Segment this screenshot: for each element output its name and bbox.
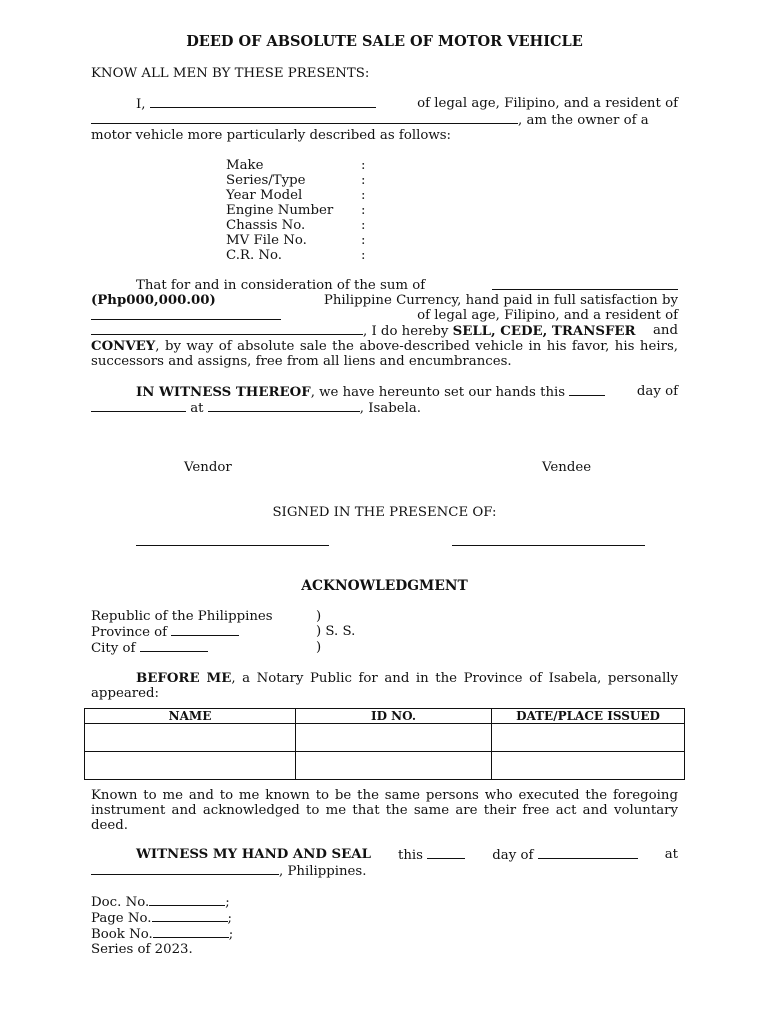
vehicle-field-label: Chassis No.	[226, 218, 306, 233]
vendor-address-blank	[91, 112, 518, 124]
id-column-header: ID NO.	[296, 709, 492, 724]
vehicle-field-label: Make	[226, 158, 264, 173]
venue-label: City of	[91, 641, 136, 656]
vehicle-field-label: C.R. No.	[226, 248, 283, 263]
document-title: DEED OF ABSOLUTE SALE OF MOTOR VEHICLE	[186, 33, 583, 50]
register-line: Doc. No. ;	[91, 895, 230, 910]
venue-label: Province of	[91, 625, 168, 640]
venue-block	[91, 609, 678, 656]
signatory-labels	[91, 460, 678, 475]
vehicle-field-colon: :	[361, 248, 366, 263]
vendee-address-blank	[91, 323, 363, 335]
venue-bracket: )	[316, 640, 322, 655]
vehicle-field-colon: :	[361, 173, 366, 188]
table-row	[85, 752, 685, 780]
witness-line-1	[136, 534, 329, 546]
owner-paragraph: I, of legal age, Filipino, and a resident of , am the owner of a motor vehicle more particularly described as follows:	[91, 96, 678, 143]
venue-blank	[171, 624, 239, 636]
vehicle-field-row	[226, 218, 678, 233]
seal-place-blank	[91, 863, 279, 875]
venue-bracket: ) S. S.	[316, 624, 356, 639]
register-blank	[153, 926, 229, 938]
amount-text: (Php000,000.00)	[91, 293, 216, 308]
witness-line-2	[452, 534, 645, 546]
vehicle-field-colon: :	[361, 188, 366, 203]
register-label: Doc. No.	[91, 895, 150, 910]
register-line: Page No. ;	[91, 911, 233, 926]
acknowledgment-title: ACKNOWLEDGMENT	[301, 578, 468, 594]
vehicle-field-label: Series/Type	[226, 173, 306, 188]
sum-blank	[492, 278, 678, 290]
seal-day-blank	[427, 847, 465, 859]
presence-heading: SIGNED IN THE PRESENCE OF:	[272, 505, 497, 520]
witness-signature-lines	[91, 534, 678, 549]
vehicle-field-colon: :	[361, 218, 366, 233]
vehicle-field-label: Year Model	[226, 188, 303, 203]
month-blank	[91, 400, 186, 412]
vendor-label: Vendor	[184, 460, 232, 475]
notarial-register	[91, 894, 678, 957]
vehicle-field-colon: :	[361, 203, 366, 218]
deed-document	[91, 30, 678, 957]
venue-row	[91, 624, 678, 640]
vendor-name-blank	[150, 96, 376, 108]
vehicle-field-row	[226, 173, 678, 188]
date-place-column-header: DATE/PLACE ISSUED	[492, 709, 685, 724]
vehicle-field-row	[226, 158, 678, 173]
venue-blank	[140, 640, 208, 652]
persons-table	[84, 708, 685, 780]
register-label: Book No.	[91, 927, 153, 942]
vendee-name-blank	[91, 308, 281, 320]
vehicle-field-row	[226, 188, 678, 203]
witness-hand-paragraph: WITNESS MY HAND AND SEAL this day of at , Philippines.	[91, 847, 678, 879]
register-blank	[152, 910, 228, 922]
vendee-label: Vendee	[542, 460, 592, 475]
day-blank	[569, 384, 605, 396]
vehicle-field-row	[226, 203, 678, 218]
venue-label: Republic of the Philippines	[91, 609, 273, 624]
register-label: Page No.	[91, 911, 152, 926]
vehicle-field-colon: :	[361, 233, 366, 248]
before-me-paragraph: BEFORE ME, a Notary Public for and in the Province of Isabela, personally appeared:	[91, 671, 678, 701]
vehicle-field-colon: :	[361, 158, 366, 173]
table-row	[85, 724, 685, 752]
vehicle-field-label: Engine Number	[226, 203, 334, 218]
place-blank	[208, 400, 360, 412]
vehicle-details	[226, 158, 678, 263]
name-column-header: NAME	[85, 709, 296, 724]
series-line: Series of 2023.	[91, 942, 193, 957]
seal-month-blank	[538, 847, 638, 859]
witness-paragraph: IN WITNESS THEREOF, we have hereunto set our hands this day of at , Isabela.	[91, 384, 678, 416]
register-blank	[149, 894, 225, 906]
venue-row	[91, 640, 678, 656]
intro-line: KNOW ALL MEN BY THESE PRESENTS:	[91, 66, 370, 81]
venue-row	[91, 609, 678, 624]
vehicle-field-label: MV File No.	[226, 233, 307, 248]
vehicle-field-row	[226, 248, 678, 263]
register-line: Book No. ;	[91, 927, 234, 942]
vehicle-field-row	[226, 233, 678, 248]
venue-bracket: )	[316, 609, 322, 624]
consideration-paragraph: That for and in consideration of the sum of (Php000,000.00) Philippine Currency, hand paid in full satisfaction by of legal age, Filipino, and a resident of , I do hereby SELL, CEDE, TRANSFER and CONVEY, by way of absolute sale the above-described vehicle in his favor, his heirs, successors and assigns, free from all liens and encumbrances.	[91, 278, 678, 369]
known-paragraph: Known to me and to me known to be the same persons who executed the foregoing instrument and acknowledged to me that the same are their free act and voluntary deed.	[91, 788, 678, 833]
